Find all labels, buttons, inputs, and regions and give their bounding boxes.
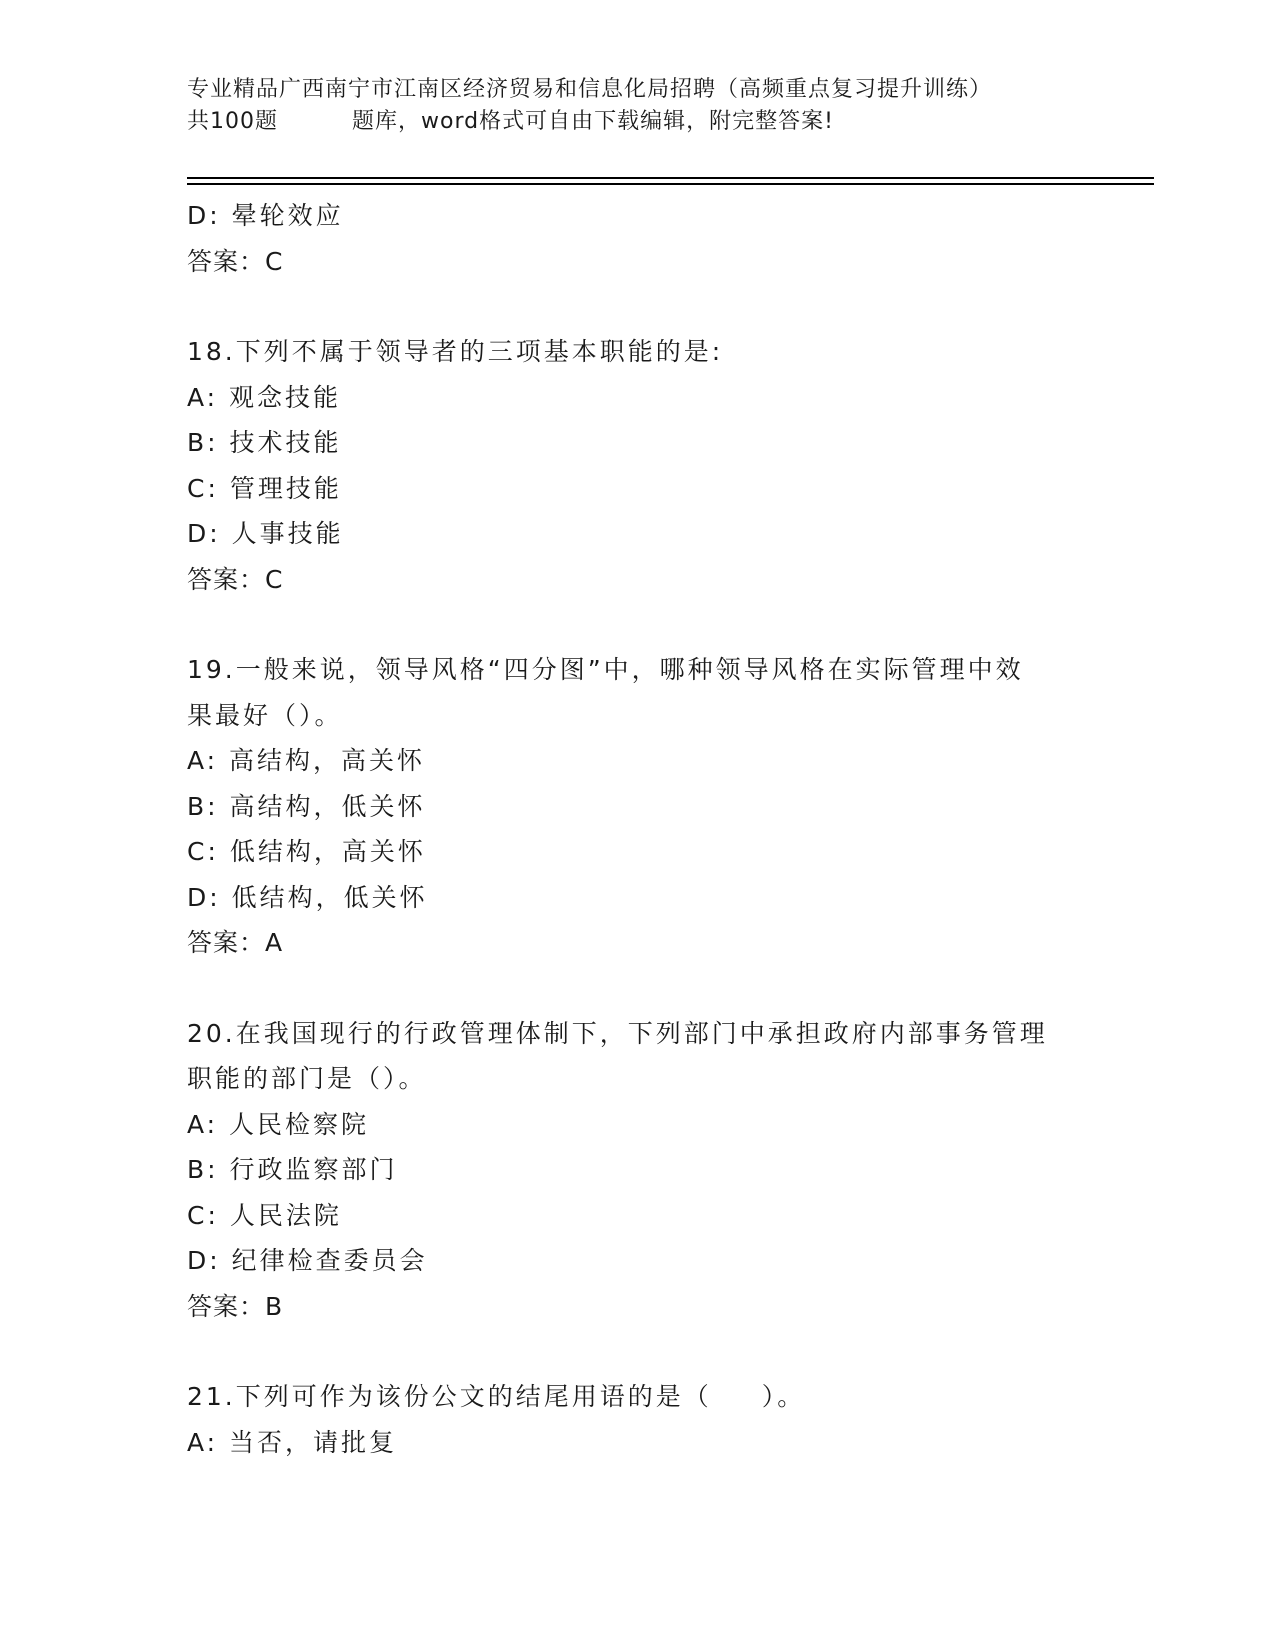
- answer-line: 答案：C: [187, 564, 284, 594]
- option-d: D: 低结构，低关怀: [187, 882, 428, 912]
- header-subtitle: [187, 106, 1087, 138]
- question-stem-cont: 职能的部门是（）。: [187, 1064, 427, 1093]
- option-b: B: 行政监察部门: [187, 1155, 398, 1184]
- option-d: D: 晕轮效应: [187, 201, 344, 230]
- header-note: 题库，word格式可自由下载编辑，附完整答案!: [352, 109, 834, 134]
- question-18: [187, 329, 1087, 602]
- option-c: C: 低结构，高关怀: [187, 837, 426, 866]
- question-stem-part: 21.下列可作为该份公文的结尾用语的是（: [187, 1382, 712, 1411]
- option-b: B: 高结构，低关怀: [187, 791, 426, 821]
- header-divider-top: [187, 177, 1154, 179]
- option-d: D: 纪律检查委员会: [187, 1246, 428, 1275]
- answer-line: 答案：A: [187, 928, 284, 957]
- question-stem: 18.下列不属于领导者的三项基本职能的是:: [187, 337, 724, 366]
- option-b: B: 技术技能: [187, 428, 342, 457]
- option-a: A: 高结构，高关怀: [187, 746, 426, 775]
- document-header: [187, 74, 1087, 138]
- question-list: [187, 193, 1087, 1465]
- question-stem-part: ）。: [761, 1382, 806, 1411]
- answer-line: 答案：B: [187, 1291, 284, 1321]
- header-title: 专业精品广西南宁市江南区经济贸易和信息化局招聘（高频重点复习提升训练）: [187, 77, 993, 102]
- header-count: 共100题: [187, 109, 278, 134]
- question-stem: 20.在我国现行的行政管理体制下，下列部门中承担政府内部事务管理: [187, 1018, 1048, 1048]
- answer-line: 答案：C: [187, 246, 284, 276]
- option-a: A: 人民检察院: [187, 1109, 370, 1139]
- option-d: D: 人事技能: [187, 519, 344, 548]
- question-stem: 19.一般来说，领导风格“四分图”中，哪种领导风格在实际管理中效: [187, 655, 1024, 684]
- question-19: [187, 647, 1087, 966]
- option-c: C: 人民法院: [187, 1200, 342, 1230]
- question-21: [187, 1374, 1087, 1465]
- header-divider-bottom: [187, 183, 1154, 185]
- option-c: C: 管理技能: [187, 473, 342, 503]
- option-a: A: 观念技能: [187, 382, 342, 412]
- option-a: A: 当否，请批复: [187, 1427, 398, 1457]
- question-stem-cont: 果最好（）。: [187, 700, 343, 730]
- question-stem: [187, 1374, 1087, 1420]
- question-20: [187, 1011, 1087, 1330]
